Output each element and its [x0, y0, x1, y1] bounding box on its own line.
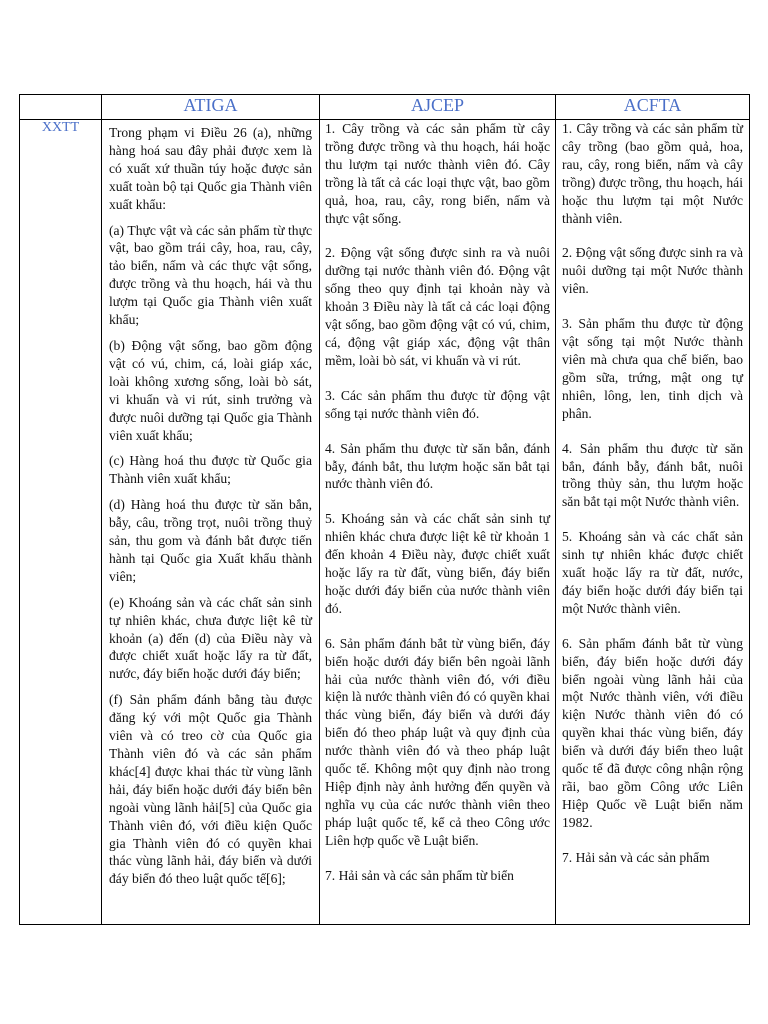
atiga-paragraph: (c) Hàng hoá thu được từ Quốc gia Thành viên xuất khẩu;: [109, 453, 312, 487]
ajcep-paragraph: 6. Sản phẩm đánh bắt từ vùng biển, đáy biển hoặc dưới đáy biển bên ngoài lãnh hải của nước thành viên đó, với điều kiện là nước thành viên đó có quyền khai thác vùng biển, đáy biển và dưới đáy biển đó theo pháp luật và quy định của nước thành viên đó và theo pháp luật quốc tế. Không một quy định nào trong Hiệp định này ảnh hưởng đến quyền và nghĩa vụ của các nước thành viên theo pháp luật quốc tế, kể cả theo Công ước Liên hợp quốc về Luật biển.: [325, 635, 550, 848]
atiga-paragraph: (f) Sản phẩm đánh bằng tàu được đăng ký với một Quốc gia Thành viên và có treo cờ của Quốc gia Thành viên đó và các sản phẩm khác[4] được khai thác từ vùng lãnh hải, đáy biển hoặc dưới đáy biển bên ngoài vùng lãnh hải[5] của Quốc gia Thành viên đó, với điều kiện Quốc gia Thành viên đó có quyền khai thác vùng lãnh hải, đáy biển và dưới đáy biển đó theo luật quốc tế[6];: [109, 692, 312, 887]
acfta-paragraph: 2. Động vật sống được sinh ra và nuôi dưỡng tại một Nước thành viên.: [562, 245, 743, 297]
atiga-paragraph: (b) Động vật sống, bao gồm động vật có vú, chim, cá, loài giáp xác, loài không xương sống, loài bò sát, vi khuẩn và vi rút, sinh trưởng và được nuôi dưỡng tại Quốc gia Thành viên xuất khẩu;: [109, 337, 312, 443]
header-atiga: ATIGA: [102, 95, 320, 120]
atiga-paragraph: Trong phạm vi Điều 26 (a), những hàng hoá sau đây phải được xem là có xuất xứ thuần túy hoặc được sản xuất toàn bộ tại Quốc gia Thành viên xuất khẩu:: [109, 125, 312, 212]
ajcep-cell: [320, 120, 556, 925]
comparison-table: [19, 94, 750, 925]
acfta-paragraph: 4. Sản phẩm thu được từ săn bắn, đánh bẫy, đánh bắt, nuôi trồng thủy sản, thu lượm hoặc săn bắt tại một Nước thành viên.: [562, 440, 743, 510]
acfta-paragraph: 3. Sản phẩm thu được từ động vật sống tại một Nước thành viên mà chưa qua chế biến, bao gồm sữa, trứng, mật ong tự nhiên, lông, len, tinh dịch và phân.: [562, 316, 743, 421]
header-empty: [20, 95, 102, 120]
atiga-paragraph: (a) Thực vật và các sản phẩm từ thực vật, bao gồm trái cây, hoa, rau, cây, tảo biển, nấm và các thực vật sống, được trồng và thu hoạch, hái và thu lượm tại Quốc gia Thành viên xuất khẩu;: [109, 222, 312, 328]
acfta-paragraph: 5. Khoáng sản và các chất sản sinh tự nhiên khác được chiết xuất hoặc lấy ra từ đất, nước, đáy biển hoặc dưới đáy biển tại một Nước thành viên.: [562, 529, 743, 616]
ajcep-paragraph: 4. Sản phẩm thu được từ săn bắn, đánh bẫy, đánh bắt, thu lượm hoặc săn bắt tại nước thành viên đó.: [325, 440, 550, 492]
atiga-content: [102, 120, 319, 924]
acfta-cell: [556, 120, 750, 925]
ajcep-paragraph: 5. Khoáng sản và các chất sản sinh tự nhiên khác chưa được liệt kê từ khoản 1 đến khoản 4 Điều này, được chiết xuất hoặc lấy ra từ đất, vùng biển, đáy biển hoặc dưới đáy biển của nước thành viên đó.: [325, 511, 550, 616]
atiga-paragraph: (d) Hàng hoá thu được từ săn bắn, bẫy, câu, trồng trọt, nuôi trồng thuỷ sản, thu gom và đánh bắt được tiến hành tại Quốc gia Xuất khẩu thành viên;: [109, 497, 312, 584]
ajcep-paragraph: 7. Hải sản và các sản phẩm từ biển: [325, 867, 514, 883]
row-label-xxtt: XXTT: [20, 120, 102, 925]
acfta-paragraph: 1. Cây trồng và các sản phẩm từ cây trồng (bao gồm quả, hoa, rau, cây, rong biển, nấm và cây trồng) được trồng, thu hoạch, hái hoặc thu lượm tại một Nước thành viên.: [562, 121, 743, 226]
acfta-paragraph: 7. Hải sản và các sản phẩm: [562, 849, 710, 865]
ajcep-content: [320, 120, 555, 920]
header-ajcep: AJCEP: [320, 95, 556, 120]
header-acfta: ACFTA: [556, 95, 750, 120]
acfta-content: [556, 120, 749, 920]
acfta-paragraph: 6. Sản phẩm đánh bắt từ vùng biển, đáy biển hoặc dưới đáy biển ngoài vùng lãnh hải của một Nước thành viên, với điều kiện Nước thành viên đó có quyền khai thác vùng biển, đáy biển và dưới đáy biển theo luật quốc tế đã được công nhận rộng rãi, bao gồm Công ước Liên Hiệp Quốc về Luật biển năm 1982.: [562, 635, 743, 830]
header-row: [20, 95, 750, 120]
body-row: [20, 120, 750, 925]
ajcep-paragraph: 1. Cây trồng và các sản phẩm từ cây trồng được trồng và thu hoạch, hái hoặc thu lượm tại nước thành viên đó. Cây trồng là tất cả các loại thực vật, bao gồm quả, hoa, rau, cây, rong biển, nấm và thực vật sống.: [325, 121, 550, 226]
ajcep-paragraph: 3. Các sản phẩm thu được từ động vật sống tại nước thành viên đó.: [325, 387, 550, 421]
atiga-cell: [102, 120, 320, 925]
ajcep-paragraph: 2. Động vật sống được sinh ra và nuôi dưỡng tại nước thành viên đó. Động vật sống theo quy định tại khoản này và khoản 3 Điều này là tất cả các loại động vật sống, bao gồm động vật có vú, chim, cá, động vật giáp xác, động vật thân mềm, loài bò sát, vi khuẩn và vi rút.: [325, 245, 550, 368]
atiga-paragraph: (e) Khoáng sản và các chất sản sinh tự nhiên khác, chưa được liệt kê từ khoản (a) đến (d) của Điều này và được chiết xuất hoặc lấy ra từ đất, nước, đáy biển hoặc dưới đáy biển;: [109, 594, 312, 682]
